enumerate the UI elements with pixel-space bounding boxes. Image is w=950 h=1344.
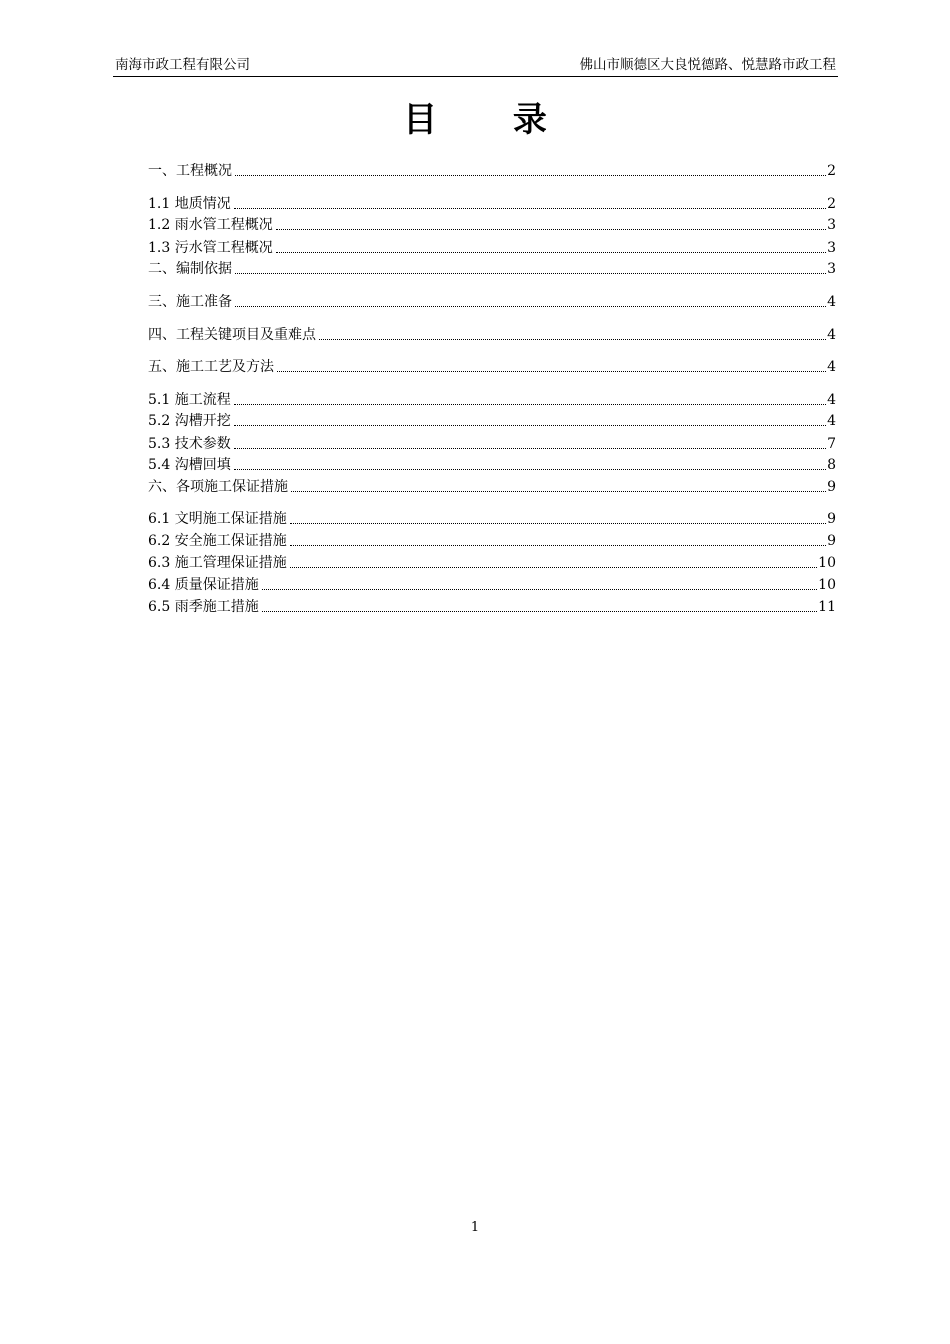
toc-entry[interactable] [148, 530, 836, 550]
toc-entry[interactable] [148, 410, 836, 430]
toc-entry[interactable] [148, 291, 836, 311]
toc-entry[interactable] [148, 433, 836, 453]
company-name: 南海市政工程有限公司 [115, 57, 250, 73]
toc-entry-page: 2 [827, 163, 836, 179]
toc-entry-page: 4 [827, 294, 836, 310]
dot-leader [262, 610, 817, 612]
dot-leader [290, 544, 826, 546]
toc-entry-label: 三、施工准备 [148, 294, 232, 310]
toc-entry-label: 1.3 污水管工程概况 [148, 240, 273, 256]
toc-entry[interactable] [148, 508, 836, 528]
toc-entry[interactable] [148, 193, 836, 213]
dot-leader [262, 588, 817, 590]
dot-leader [234, 468, 826, 470]
dot-leader [235, 174, 826, 176]
dot-leader [276, 228, 826, 230]
page-number: 1 [470, 1220, 480, 1235]
toc-entry[interactable] [148, 389, 836, 409]
dot-leader [277, 370, 826, 372]
toc-entry[interactable] [148, 214, 836, 234]
toc-entry-page: 3 [827, 261, 836, 277]
toc-entry-page: 11 [818, 599, 836, 615]
toc-entry-page: 10 [818, 555, 836, 571]
toc-entry[interactable] [148, 356, 836, 376]
toc-entry-page: 4 [827, 413, 836, 429]
toc-title: 目 录 [403, 100, 579, 140]
toc-entry-label: 5.1 施工流程 [148, 392, 231, 408]
toc-entry-page: 8 [827, 457, 836, 473]
toc-entry-page: 4 [827, 327, 836, 343]
toc-entry-page: 9 [827, 479, 836, 495]
toc-entry-page: 2 [827, 196, 836, 212]
toc-entry-label: 六、各项施工保证措施 [148, 479, 288, 495]
project-name: 佛山市顺德区大良悦德路、悦慧路市政工程 [579, 57, 836, 73]
dot-leader [276, 251, 826, 253]
toc-entry-label: 1.1 地质情况 [148, 196, 231, 212]
dot-leader [319, 338, 826, 340]
dot-leader [234, 447, 826, 449]
toc-entry-label: 5.2 沟槽开挖 [148, 413, 231, 429]
table-of-contents [148, 0, 836, 1344]
dot-leader [234, 207, 826, 209]
toc-entry-page: 9 [827, 533, 836, 549]
toc-entry-label: 6.4 质量保证措施 [148, 577, 259, 593]
toc-entry-label: 一、工程概况 [148, 163, 232, 179]
toc-entry[interactable] [148, 596, 836, 616]
dot-leader [234, 424, 826, 426]
toc-entry-page: 4 [827, 359, 836, 375]
toc-entry-label: 6.1 文明施工保证措施 [148, 511, 287, 527]
toc-entry[interactable] [148, 258, 836, 278]
toc-entry-label: 四、工程关键项目及重难点 [148, 327, 316, 343]
dot-leader [235, 272, 826, 274]
dot-leader [235, 305, 826, 307]
toc-entry-label: 6.2 安全施工保证措施 [148, 533, 287, 549]
toc-entry-label: 5.4 沟槽回填 [148, 457, 231, 473]
toc-entry[interactable] [148, 237, 836, 257]
toc-entry-page: 3 [827, 240, 836, 256]
toc-entry-page: 10 [818, 577, 836, 593]
dot-leader [290, 522, 826, 524]
toc-entry[interactable] [148, 574, 836, 594]
toc-entry[interactable] [148, 324, 836, 344]
toc-entry-page: 4 [827, 392, 836, 408]
toc-entry-page: 3 [827, 217, 836, 233]
toc-entry-label: 6.5 雨季施工措施 [148, 599, 259, 615]
toc-entry[interactable] [148, 454, 836, 474]
dot-leader [234, 403, 826, 405]
toc-entry-label: 五、施工工艺及方法 [148, 359, 274, 375]
toc-entry-page: 9 [827, 511, 836, 527]
toc-entry-label: 1.2 雨水管工程概况 [148, 217, 273, 233]
toc-entry[interactable] [148, 160, 836, 180]
toc-entry[interactable] [148, 476, 836, 496]
dot-leader [291, 490, 826, 492]
toc-entry-label: 二、编制依据 [148, 261, 232, 277]
toc-entry[interactable] [148, 552, 836, 572]
toc-entry-label: 5.3 技术参数 [148, 436, 231, 452]
toc-entry-label: 6.3 施工管理保证措施 [148, 555, 287, 571]
toc-entry-page: 7 [827, 436, 836, 452]
dot-leader [290, 566, 817, 568]
